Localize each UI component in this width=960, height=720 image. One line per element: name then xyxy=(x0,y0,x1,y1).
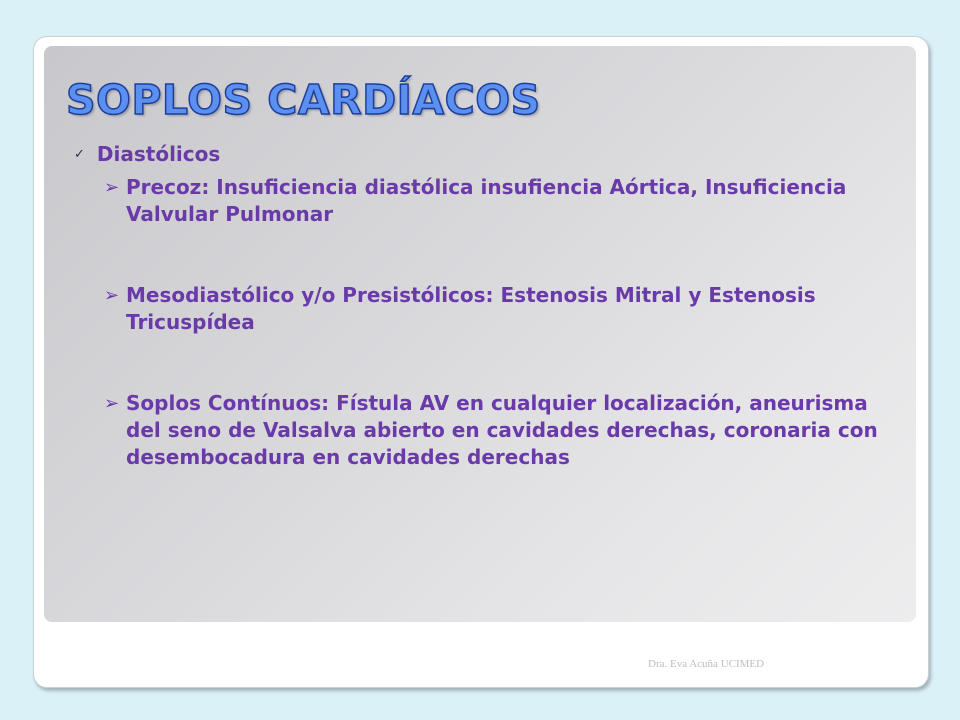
slide-title: SOPLOS CARDÍACOS xyxy=(66,76,541,124)
level1-item xyxy=(74,142,220,166)
bullet-text: Mesodiastólico y/o Presistólicos: Estenosis Mitral y Estenosis Tricuspídea xyxy=(126,283,816,334)
bullet-list xyxy=(104,174,904,525)
bullet-item xyxy=(104,390,904,471)
bullet-text: Soplos Contínuos: Fístula AV en cualquier localización, aneurisma del seno de Valsalva abierto en cavidades derechas, coronaria con desembocadura en cavidades derechas xyxy=(126,391,878,469)
bullet-item xyxy=(104,174,904,228)
level1-label: Diastólicos xyxy=(96,142,221,166)
arrow-bullet-icon: ➢ xyxy=(104,393,120,414)
bullet-item xyxy=(104,282,904,336)
bullet-text: Precoz: Insuficiencia diastólica insufiencia Aórtica, Insuficiencia Valvular Pulmonar xyxy=(126,175,847,226)
footer-author: Dra. Eva Acuña UCIMED xyxy=(648,658,765,670)
arrow-bullet-icon: ➢ xyxy=(104,285,120,306)
check-icon: ✓ xyxy=(74,146,85,162)
arrow-bullet-icon: ➢ xyxy=(104,177,120,198)
